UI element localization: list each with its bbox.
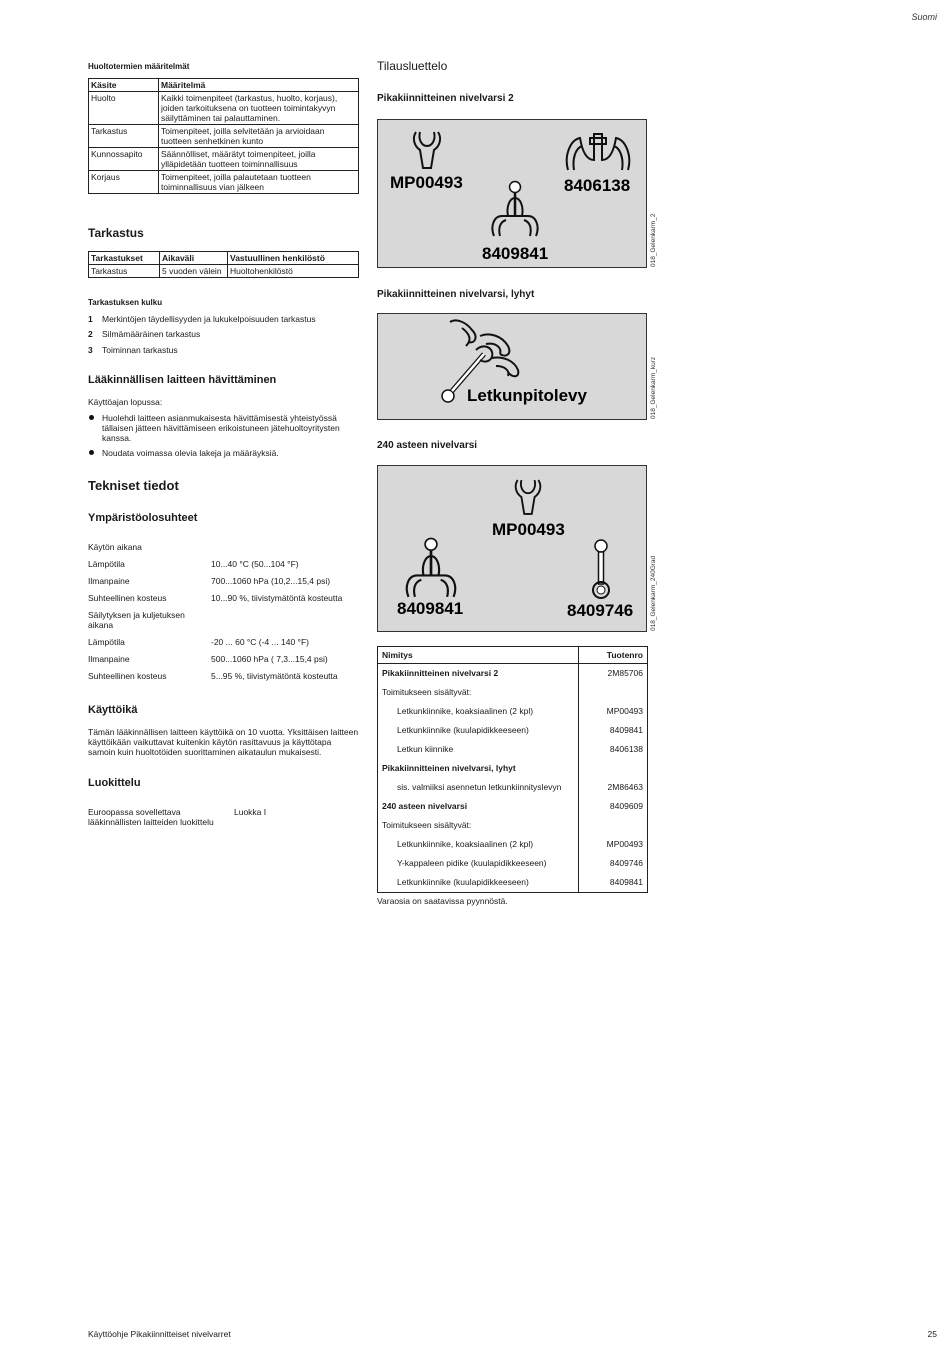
table-row — [89, 148, 359, 171]
env-label: Lämpötila — [88, 559, 125, 569]
item-name: sis. valmiiksi asennetun letkunkiinnityslevyn — [378, 778, 579, 797]
part-number-label: 8409841 — [397, 599, 464, 618]
environment-title: Ympäristöolosuhteet — [88, 512, 198, 524]
definition-cell: Toimenpiteet, joilla selvitetään ja arvioidaan tuotteen senhetkinen kunto — [159, 125, 359, 148]
list-item — [88, 345, 178, 355]
item-number: MP00493 — [579, 702, 648, 721]
table-row — [89, 92, 359, 125]
table-row — [89, 171, 359, 194]
table-cell: Huoltohenkilöstö — [228, 265, 359, 278]
definition-cell: Toimenpiteet, joilla palautetaan tuotteen toiminnallisuus vian jälkeen — [159, 171, 359, 194]
item-number: MP00493 — [579, 835, 648, 854]
hose-clip-icon — [410, 128, 444, 172]
table-header: Tuotenro — [579, 647, 648, 664]
hose-clip-icon — [512, 476, 544, 518]
item-number: 8409841 — [579, 873, 648, 893]
figure2-title: Pikakiinnitteinen nivelvarsi, lyhyt — [377, 289, 535, 300]
env-value: 500...1060 hPa ( 7,3...15,4 psi) — [211, 654, 328, 664]
lifetime-title: Käyttöikä — [88, 704, 138, 716]
list-item — [88, 314, 316, 324]
figure2-image — [377, 313, 647, 420]
item-name: Letkunkiinnike, koaksiaalinen (2 kpl) — [378, 702, 579, 721]
classification-label: Euroopassa sovellettava lääkinnällisten laitteiden luokittelu — [88, 807, 214, 827]
y-piece-holder-icon — [588, 538, 614, 600]
table-row — [378, 740, 648, 759]
part-number-label: MP00493 — [390, 173, 463, 192]
item-name: Letkun kiinnike — [378, 740, 579, 759]
step-number: 3 — [88, 345, 93, 355]
table-cell: 5 vuoden välein — [160, 265, 228, 278]
disposal-title: Lääkinnällisen laitteen hävittäminen — [88, 374, 277, 386]
definition-cell: Säännölliset, määrätyt toimenpiteet, joilla ylläpidetään tuotteen toiminnallisuus — [159, 148, 359, 171]
item-name: Y-kappaleen pidike (kuulapidikkeeseen) — [378, 854, 579, 873]
env-label: Ilmanpaine — [88, 576, 130, 586]
table-row — [378, 683, 648, 702]
list-item: Huolehdi laitteen asianmukaisesta hävittämisestä yhteistyössä tällaisen jätteen hävittämiseen erikoistuneen jätehuoltoyritysten kanssa. — [88, 413, 360, 443]
part-number-label: MP00493 — [492, 520, 565, 539]
env-label: Suhteellinen kosteus — [88, 671, 167, 681]
part-label: Letkunpitolevy — [467, 386, 587, 405]
figure1-image — [377, 119, 647, 268]
disposal-intro: Käyttöajan lopussa: — [88, 397, 163, 407]
definitions-table — [88, 78, 359, 194]
item-number: 2M86463 — [579, 778, 648, 797]
table-row — [378, 816, 648, 835]
env-value: 10...90 %, tiivistymätöntä kosteutta — [211, 593, 343, 603]
part-number-label: 8406138 — [564, 176, 631, 195]
tech-title: Tekniset tiedot — [88, 478, 179, 493]
order-list-title: Tilausluettelo — [377, 59, 448, 73]
env-value: 700...1060 hPa (10,2...15,4 psi) — [211, 576, 331, 586]
table-header: Tarkastukset — [89, 252, 160, 265]
list-item — [88, 329, 200, 339]
figure3-title: 240 asteen nivelvarsi — [377, 440, 478, 451]
part-number-label: 8409841 — [482, 244, 549, 263]
figure2-id: 018_Gelenkarm_kurz — [650, 356, 657, 419]
item-number — [579, 816, 648, 835]
table-row — [378, 835, 648, 854]
spare-parts-note: Varaosia on saatavissa pyynnöstä. — [377, 896, 508, 906]
table-row — [89, 265, 359, 278]
storage-label: Säilytyksen ja kuljetuksen aikana — [88, 610, 185, 630]
table-header: Vastuullinen henkilöstö — [228, 252, 359, 265]
table-row — [378, 721, 648, 740]
classification-title: Luokittelu — [88, 777, 141, 789]
step-text: Merkintöjen täydellisyyden ja lukukelpoisuuden tarkastus — [102, 314, 316, 324]
ball-clip-icon — [488, 180, 542, 240]
item-number: 8406138 — [579, 740, 648, 759]
table-row — [89, 125, 359, 148]
step-number: 1 — [88, 314, 93, 324]
inspection-table — [88, 251, 359, 278]
item-number — [579, 683, 648, 702]
language-label: Suomi — [911, 12, 937, 22]
classification-value: Luokka I — [234, 807, 267, 817]
operation-label: Käytön aikana — [88, 542, 142, 552]
order-table — [377, 646, 648, 893]
table-cell: Tarkastus — [89, 265, 160, 278]
item-name: Toimitukseen sisältyvät: — [378, 683, 579, 702]
item-name: Pikakiinnitteinen nivelvarsi, lyhyt — [378, 759, 579, 778]
ball-clip-icon — [402, 536, 460, 602]
step-text: Silmämääräinen tarkastus — [102, 329, 201, 339]
env-value: -20 ... 60 °C (-4 ... 140 °F) — [211, 637, 309, 647]
table-row — [378, 797, 648, 816]
env-label: Lämpötila — [88, 637, 125, 647]
item-number: 8409841 — [579, 721, 648, 740]
part-number-label: 8409746 — [567, 601, 634, 620]
list-item: Noudata voimassa olevia lakeja ja määräyksiä. — [88, 448, 360, 458]
env-label: Suhteellinen kosteus — [88, 593, 167, 603]
table-row — [378, 854, 648, 873]
item-number: 8409609 — [579, 797, 648, 816]
inspection-title: Tarkastus — [88, 226, 144, 240]
figure1-id: 018_Gelenkarm_2 — [650, 213, 657, 267]
table-row — [378, 759, 648, 778]
term-cell: Korjaus — [89, 171, 159, 194]
figure3-image — [377, 465, 647, 632]
item-name: Toimitukseen sisältyvät: — [378, 816, 579, 835]
figure1-title: Pikakiinnitteinen nivelvarsi 2 — [377, 93, 514, 104]
item-name: Letkunkiinnike (kuulapidikkeeseen) — [378, 873, 579, 893]
term-cell: Tarkastus — [89, 125, 159, 148]
table-header: Määritelmä — [159, 79, 359, 92]
term-cell: Kunnossapito — [89, 148, 159, 171]
table-row — [378, 873, 648, 893]
table-row — [378, 664, 648, 684]
figure3-id: 018_Gelenkarm_240Grad — [650, 555, 657, 631]
footer-title: Käyttöohje Pikakiinnitteiset nivelvarret — [88, 1329, 231, 1339]
term-cell: Huolto — [89, 92, 159, 125]
definition-cell: Kaikki toimenpiteet (tarkastus, huolto, korjaus), joiden tarkoituksena on tuotteen toimintakyvyn säilyttäminen tai palauttaminen. — [159, 92, 359, 125]
step-number: 2 — [88, 329, 93, 339]
hose-holder-icon — [564, 130, 632, 176]
item-name: Letkunkiinnike (kuulapidikkeeseen) — [378, 721, 579, 740]
item-number: 8409746 — [579, 854, 648, 873]
lifetime-text: Tämän lääkinnällisen laitteen käyttöikä on 10 vuotta. Yksittäisen laitteen käyttöikään vaikuttavat kuitenkin käytön rasittavuus ja käyttötapa samoin kuin huoltotöiden suorittaminen aikataulun mukaisesti. — [88, 727, 359, 757]
item-name: 240 asteen nivelvarsi — [378, 797, 579, 816]
item-number: 2M85706 — [579, 664, 648, 684]
env-value: 10...40 °C (50...104 °F) — [211, 559, 299, 569]
definitions-title: Huoltotermien määritelmät — [88, 62, 190, 71]
table-row — [378, 702, 648, 721]
table-header: Nimitys — [378, 647, 579, 664]
item-number — [579, 759, 648, 778]
item-name: Pikakiinnitteinen nivelvarsi 2 — [378, 664, 579, 684]
env-label: Ilmanpaine — [88, 654, 130, 664]
table-header: Aikaväli — [160, 252, 228, 265]
procedure-title: Tarkastuksen kulku — [88, 298, 163, 307]
item-name: Letkunkiinnike, koaksiaalinen (2 kpl) — [378, 835, 579, 854]
env-value: 5...95 %, tiivistymätöntä kosteutta — [211, 671, 338, 681]
step-text: Toiminnan tarkastus — [102, 345, 178, 355]
table-header: Käsite — [89, 79, 159, 92]
page-number: 25 — [927, 1329, 937, 1339]
table-row — [378, 778, 648, 797]
